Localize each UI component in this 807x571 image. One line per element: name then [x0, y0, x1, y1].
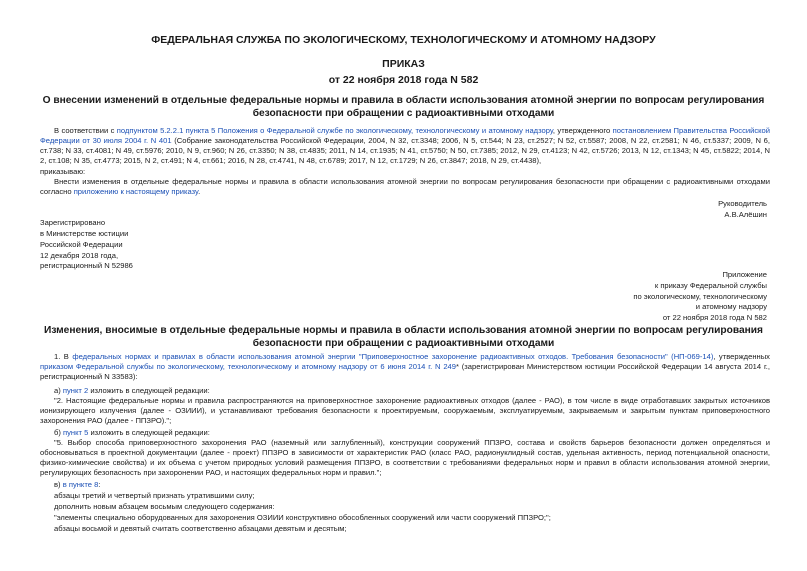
item-1-paragraph: 1. В федеральных нормах и правилах в области использования атомной энергии "Приповерхностное захоронение радиоактивных отходов. Требования безопасности" (НП-069-14), утвержденных приказом Федеральной службы по экологическому, технологическому и атомному надзору от 6 июня 2014 г. N 249* (зарегистрирован Министерством юстиции Российской Федерации 14 августа 2014 г., регистрационный N 33583):	[40, 352, 771, 382]
preamble-text-3: (Собрание законодательства Российской Федерации, 2004, N 32, ст.3348; 2006, N 5, ст.544; N 23, ст.2527; N 52, ст.5587; 2008, N 22, ст.2581; N 46, ст.5337; 2009, N 6, ст.738; N 33, ст.4081; N 49, ст.5976; 2010, N 9, ст.960; N 26, ст.3350; N 38, ст.4835; 2011, N 14, ст.1935; N 41, ст.5750; N 50, ст.7385; 2012, N 29, ст.4123; N 42, ст.5726; 2013, N 12, ст.1343; N 45, ст.5822; 2014, N 2, ст.108; N 35, ст.4773; 2015, N 2, ст.491; N 4, ст.661; 2016, N 28, ст.4741, N 48, ст.6789; 2017, N 12, ст.1729; N 26, ст.3847; 2018, N 29, ст.4438),	[40, 136, 770, 166]
tail-line-4: абзацы восьмой и девятый считать соответственно абзацами девятым и десятым;	[54, 524, 347, 533]
point-2-text: "2. Настоящие федеральные нормы и правила распространяются на приповерхностное захоронение радиоактивных отходов (далее - РАО), в том числе в виде отработавших закрытых источников ионизирующего излучения (далее - ОЗИИИ), и устанавливают требования безопасности к проектируемым, сооружаемым, эксплуатируемым, закрываемым и закрытым пунктам приповерхностного захоронения РАО (далее - ППЗРО).";	[40, 396, 770, 426]
point-8-link[interactable]: в пункте 8	[62, 480, 99, 489]
preamble-link-regulation[interactable]: подпунктом 5.2.2.1 пункта 5 Положения о Федеральной службе по экологическому, технологическому и атомному надзору	[116, 126, 553, 135]
signature-name: А.В.Алёшин	[724, 210, 767, 219]
order-text: Внести изменения в отдельные федеральные нормы и правила в области использования атомной энергии по вопросам регулирования безопасности при обращении с радиоактивными отходами согласно	[40, 177, 770, 197]
order-word: приказываю:	[40, 167, 86, 176]
doc-date: от 22 ноября 2018 года N 582	[328, 74, 479, 86]
tail-line-3: "элементы специально оборудованных для захоронения ОЗИИИ конструктивно обособленных сооружений или части сооружений ППЗРО;";	[54, 513, 551, 522]
point-5-link[interactable]: пункт 5	[63, 428, 89, 437]
preamble-link-decree[interactable]: постановлением Правительства Российской Федерации от 30 июля 2004 г. N 401	[40, 126, 771, 146]
tail-line-1: абзацы третий и четвертый признать утратившими силу;	[54, 491, 255, 500]
preamble-paragraph	[40, 126, 770, 166]
subitem-b: б) пункт 5 изложить в следующей редакции:	[54, 428, 210, 437]
subitem-a: а) пункт 2 изложить в следующей редакции:	[54, 386, 210, 395]
preamble-text-1: В соответствии с	[54, 126, 117, 135]
order-249-link[interactable]: приказом Федеральной службы по экологическому, технологическому и атомному надзору от 6 июня 2014 г. N 249	[40, 362, 456, 372]
appendix-title: Изменения, вносимые в отдельные федеральные нормы и правила в области использования атомной энергии по вопросам регулирования безопасности при обращении с радиоактивными отходами	[44, 325, 763, 350]
norms-link[interactable]: федеральных нормах и правилах в области использования атомной энергии "Приповерхностное захоронение радиоактивных отходов. Требования безопасности" (НП-069-14)	[72, 352, 714, 361]
tail-line-2: дополнить новым абзацем восьмым следующего содержания:	[54, 502, 275, 511]
agency-name: ФЕДЕРАЛЬНАЯ СЛУЖБА ПО ЭКОЛОГИЧЕСКОМУ, ТЕХНОЛОГИЧЕСКОМУ И АТОМНОМУ НАДЗОРУ	[151, 34, 656, 46]
appendix-header: Приложение к приказу Федеральной службы по экологическому, технологическому и атомному надзору от 22 ноября 2018 года N 582	[633, 270, 767, 323]
preamble-text-2: , утвержденного	[552, 126, 613, 135]
doc-title: О внесении изменений в отдельные федеральные нормы и правила в области использования атомной энергии по вопросам регулирования безопасности при обращении с радиоактивными отходами	[42, 95, 765, 120]
signature-role: Руководитель	[718, 199, 767, 208]
doc-type: ПРИКАЗ	[382, 58, 425, 70]
signature-block	[718, 198, 767, 220]
subitem-v: в) в пункте 8:	[54, 480, 101, 489]
order-paragraph: Внести изменения в отдельные федеральные нормы и правила в области использования атомной энергии по вопросам регулирования безопасности при обращении с радиоактивными отходами согласно приложению к настоящему приказу.	[40, 177, 770, 197]
point-5-text: "5. Выбор способа приповерхностного захоронения РАО (наземный или заглубленный), конструкции сооружений ППЗРО, состава и свойств барьеров безопасности должен определяться и обосновываться в проектной документации (далее - проект) ППЗРО в зависимости от характеристик РАО (класс РАО, радионуклидный состав, удельная активность, период потенциальной опасности, физико-химические свойства) и их объема с учетом природных условий размещения ППЗРО, в соответствии с требованиями федеральных норм и правил в области использования атомной энергии, регулирующих безопасность при захоронении РАО, и настоящих федеральных норм и правил.";	[40, 438, 770, 478]
appendix-link[interactable]: приложению к настоящему приказу	[73, 187, 199, 197]
point-2-link[interactable]: пункт 2	[62, 386, 89, 395]
registration-block: Зарегистрировано в Министерстве юстиции Российской Федерации 12 декабря 2018 года, регистрационный N 52986	[40, 218, 133, 271]
